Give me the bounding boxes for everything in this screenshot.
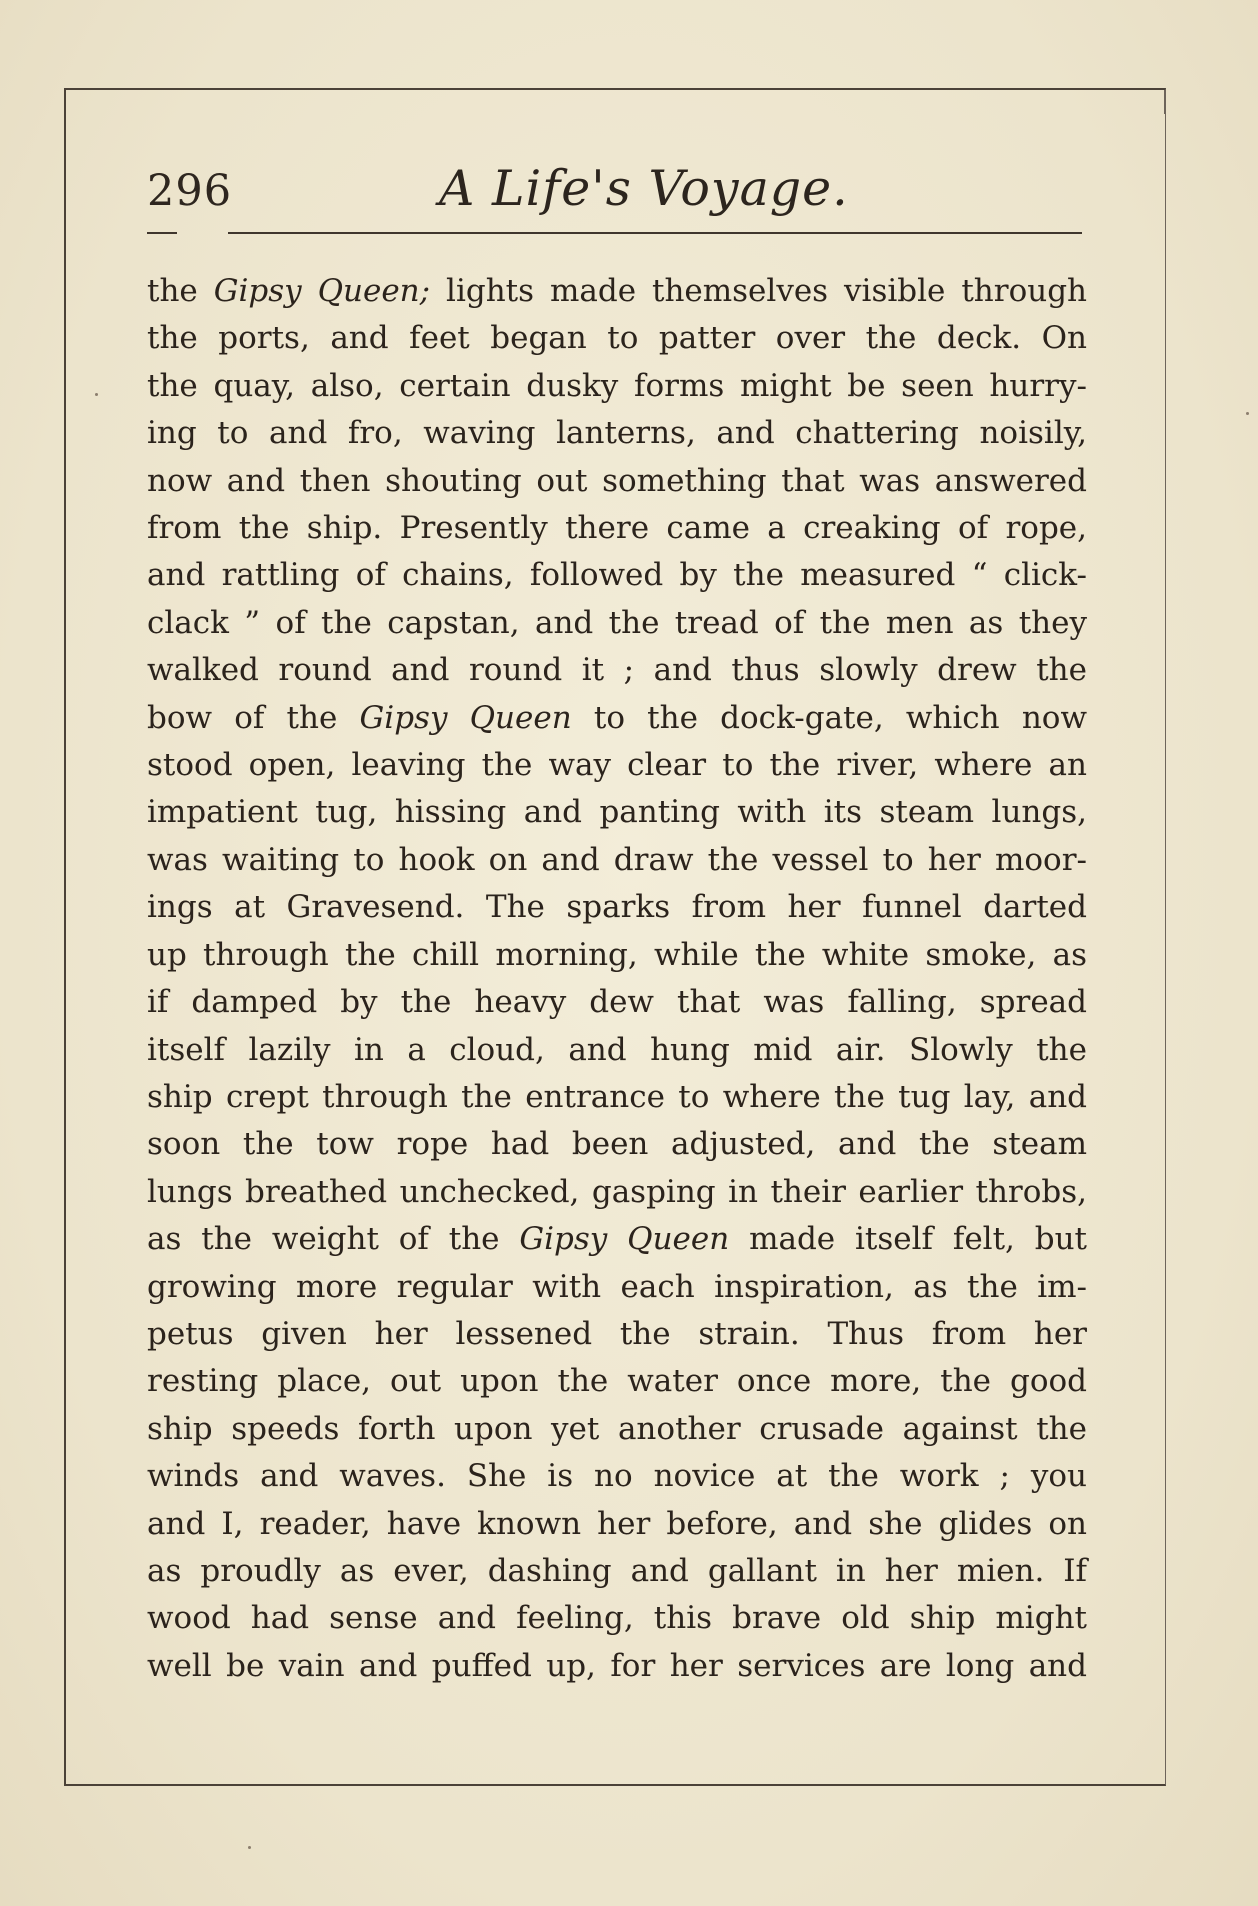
text-line: itself lazily in a cloud, and hung mid air. Slowly the: [147, 1031, 1087, 1068]
text-line: ing to and fro, waving lanterns, and chattering noisily,: [147, 415, 1087, 452]
text-line: well be vain and puffed up, for her services are long and: [147, 1647, 1087, 1684]
text-line: the Gipsy Queen; lights made themselves visible through: [147, 273, 1088, 309]
text-line: winds and waves. She is no novice at the work ; you: [147, 1458, 1087, 1495]
text-line: and I, reader, have known her before, and she glides on: [147, 1505, 1087, 1542]
text-line: if damped by the heavy dew that was falling, spread: [147, 984, 1087, 1021]
text-line: as proudly as ever, dashing and gallant in her mien. If: [147, 1552, 1087, 1589]
text-line: was waiting to hook on and draw the vessel to her moor-: [147, 841, 1087, 878]
text-line: now and then shouting out something that was answered: [147, 462, 1087, 499]
text-line: ship crept through the entrance to where the tug lay, and: [147, 1078, 1087, 1115]
text-line: petus given her lessened the strain. Thus from her: [147, 1315, 1087, 1352]
text-line: ship speeds forth upon yet another crusade against the: [147, 1410, 1087, 1447]
plate-corner-mark: [1152, 90, 1165, 114]
text-line: resting place, out upon the water once more, the good: [147, 1363, 1087, 1400]
text-line: clack ” of the capstan, and the tread of the men as they: [147, 604, 1087, 641]
text-line: stood open, leaving the way clear to the river, where an: [147, 747, 1087, 784]
text-line: and rattling of chains, followed by the measured “ click-: [147, 557, 1087, 594]
head-rule-short: [147, 232, 177, 234]
page-number: 296: [147, 166, 233, 216]
text-line: up through the chill morning, while the white smoke, as: [147, 936, 1087, 973]
ship-name: Gipsy Queen: [359, 699, 572, 736]
ship-name: Gipsy Queen: [519, 1221, 730, 1258]
text-line: from the ship. Presently there came a creaking of rope,: [147, 510, 1087, 547]
text-line: the ports, and feet began to patter over the deck. On: [147, 320, 1087, 357]
running-head: [147, 158, 1089, 228]
text-line: bow of the Gipsy Queen to the dock-gate, which now: [147, 699, 1087, 736]
body-text: [147, 268, 1087, 1690]
text-line: impatient tug, hissing and panting with its steam lungs,: [147, 794, 1087, 831]
paper-speck: [1246, 412, 1249, 415]
text-line: as the weight of the Gipsy Queen made itself felt, but: [147, 1221, 1088, 1258]
running-title: A Life's Voyage.: [439, 160, 849, 217]
text-line: wood had sense and feeling, this brave old ship might: [147, 1600, 1087, 1637]
text-line: growing more regular with each inspiration, as the im-: [147, 1268, 1087, 1305]
text-line: ings at Gravesend. The sparks from her funnel darted: [147, 889, 1087, 926]
text-line: walked round and round it ; and thus slowly drew the: [147, 652, 1087, 689]
ship-name: Gipsy Queen;: [213, 273, 431, 309]
text-line: lungs breathed unchecked, gasping in their earlier throbs,: [147, 1173, 1087, 1210]
text-line: soon the tow rope had been adjusted, and the steam: [147, 1126, 1087, 1163]
head-rule-long: [228, 232, 1082, 234]
text-line: the quay, also, certain dusky forms might be seen hurry-: [147, 367, 1087, 404]
paper-speck: [248, 1846, 251, 1849]
paper-speck: [95, 393, 98, 396]
